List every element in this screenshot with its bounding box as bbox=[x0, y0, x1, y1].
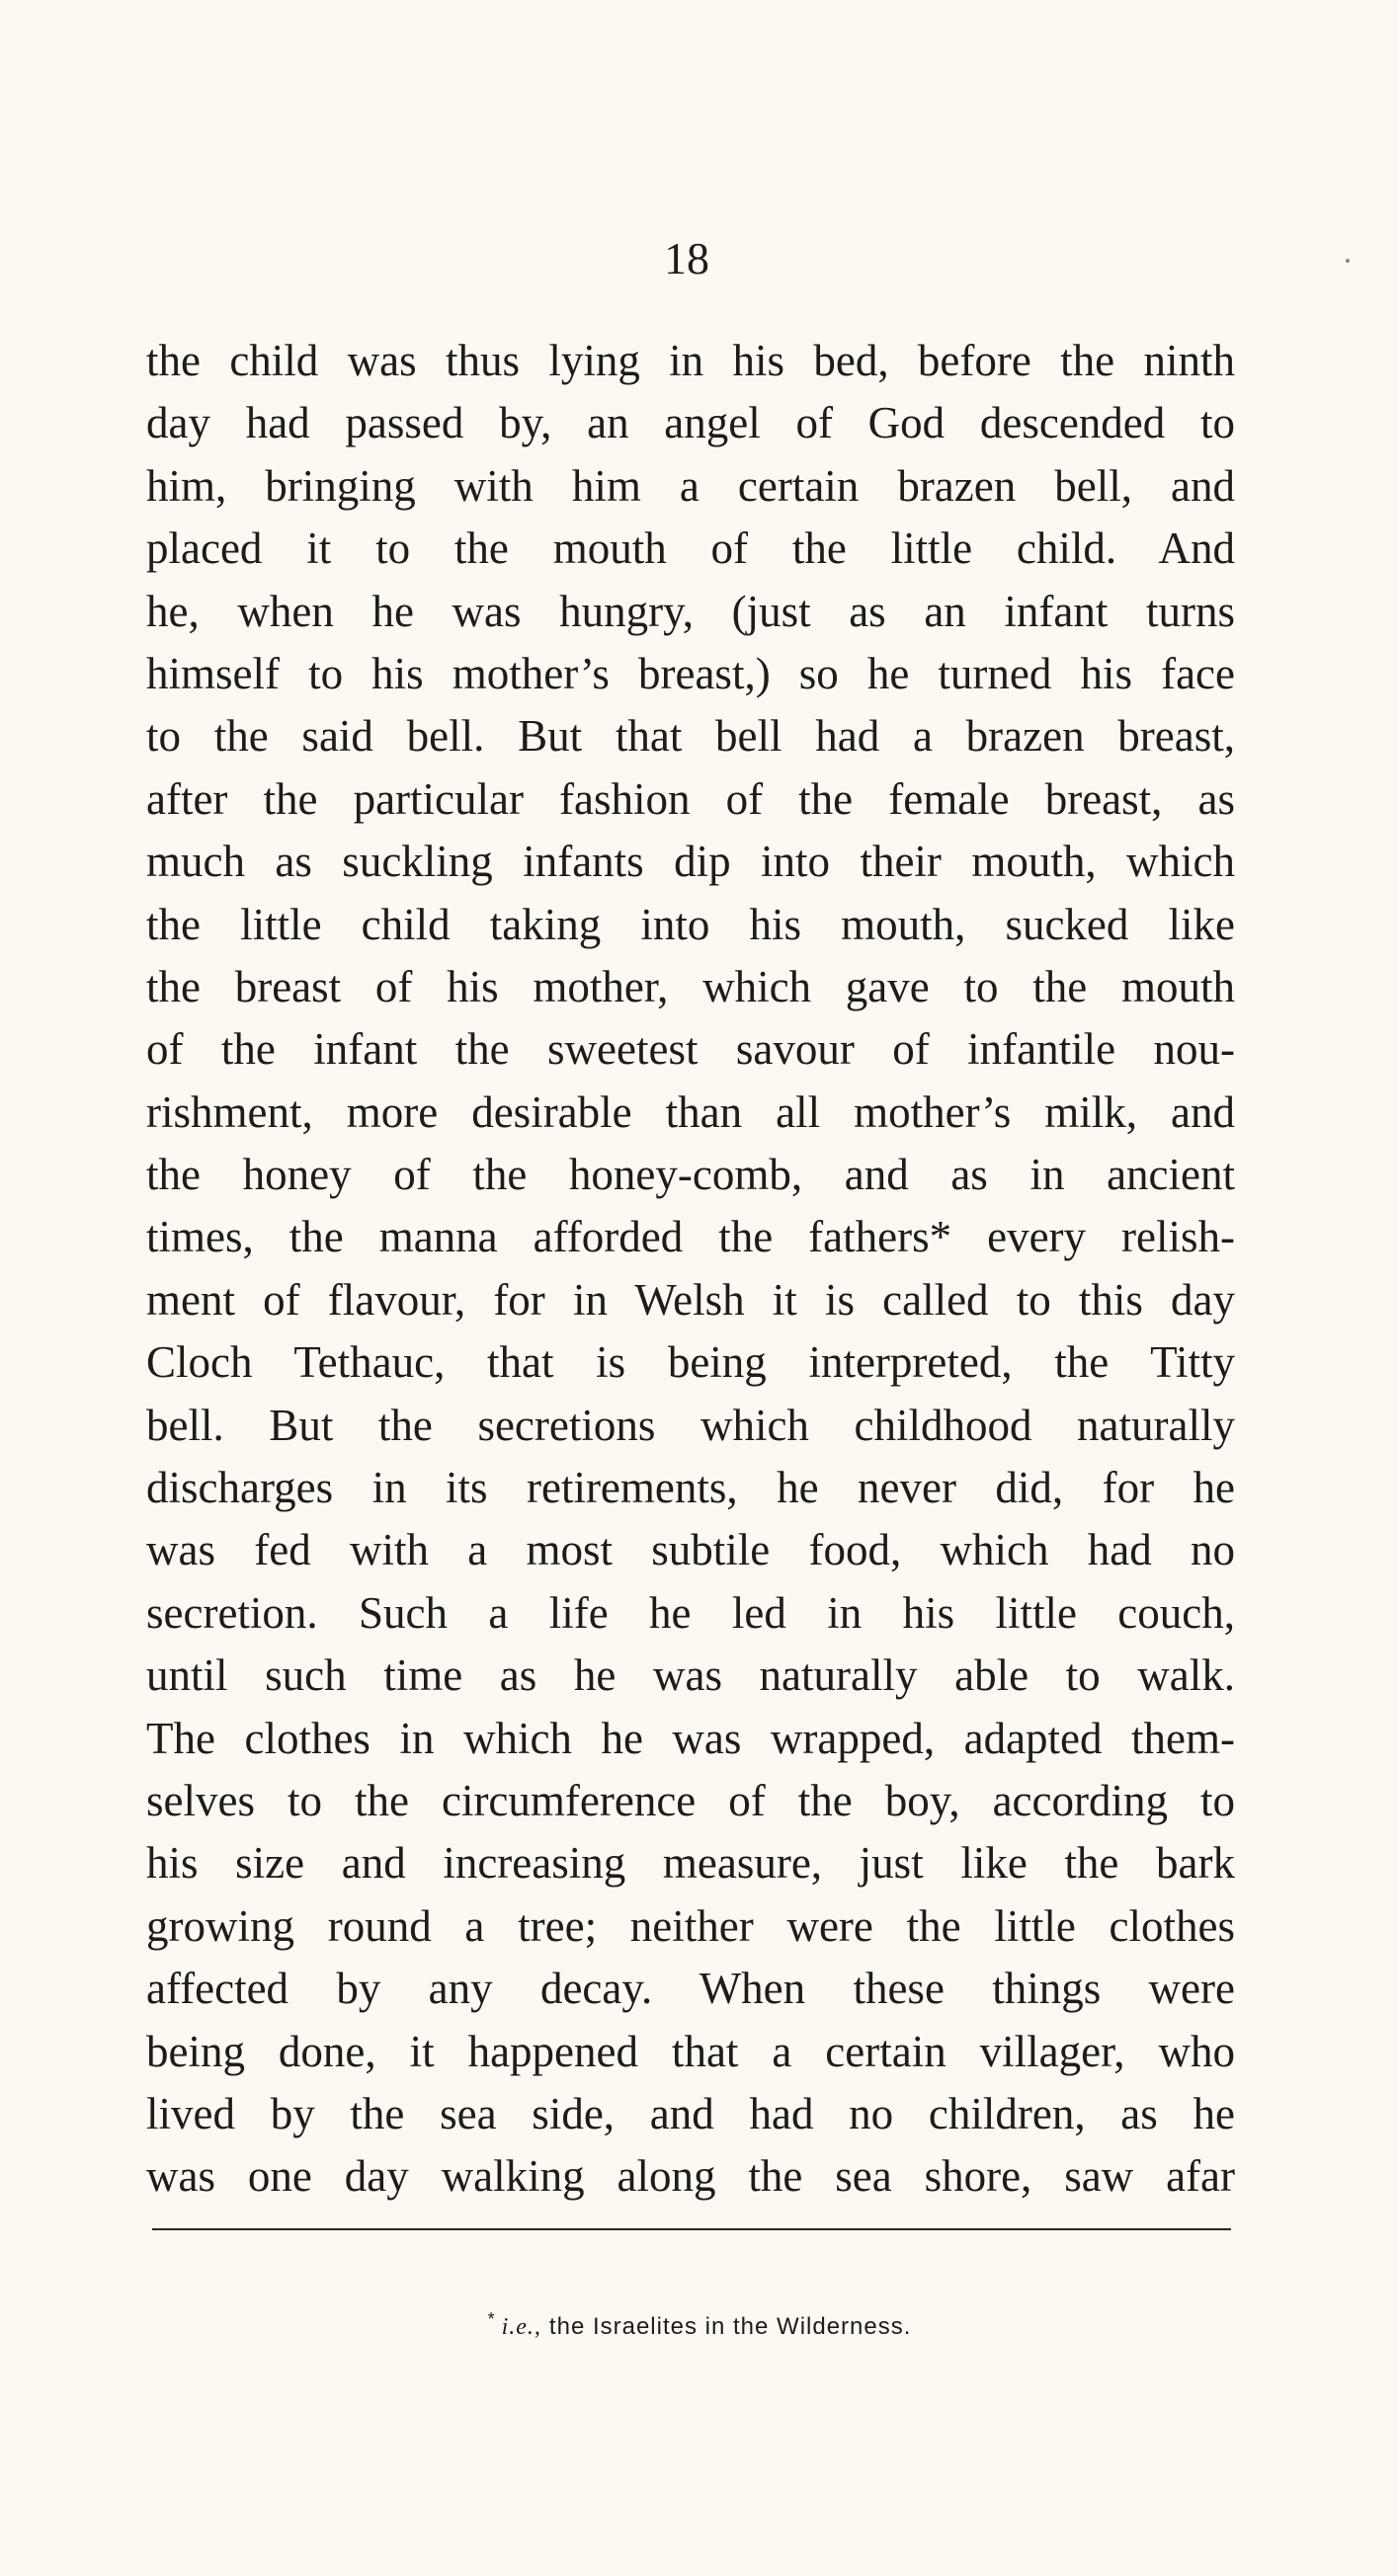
footnote-mark: * bbox=[487, 2309, 496, 2329]
text-line: ment of flavour, for in Welsh it is called to this day bbox=[146, 1274, 1235, 1325]
text-line: discharges in its retirements, he never did, for he bbox=[146, 1463, 1235, 1513]
text-line: times, the manna afforded the fathers* every relish- bbox=[146, 1212, 1235, 1262]
text-line: himself to his mother’s breast,) so he turned his face bbox=[146, 648, 1235, 698]
footnote-abbrev: i.e., bbox=[501, 2314, 541, 2340]
text-line: rishment, more desirable than all mother’s milk, and bbox=[146, 1087, 1235, 1137]
text-line: the child was thus lying in his bed, before the ninth bbox=[146, 336, 1235, 385]
page-number: 18 bbox=[664, 233, 709, 283]
text-line: his size and increasing measure, just like the bark bbox=[146, 1838, 1235, 1889]
text-line: him, bringing with him a certain brazen bell, and bbox=[146, 460, 1235, 511]
text-line: selves to the circumference of the boy, according to bbox=[146, 1775, 1235, 1825]
text-line: of the infant the sweetest savour of infantile nou- bbox=[146, 1024, 1235, 1075]
text-line: placed it to the mouth of the little child. And bbox=[146, 523, 1235, 574]
text-line: to the said bell. But that bell had a brazen breast, bbox=[146, 711, 1235, 762]
text-line: the honey of the honey-comb, and as in ancient bbox=[146, 1150, 1235, 1200]
text-line: was one day walking along the sea shore, saw afar bbox=[146, 2151, 1235, 2202]
text-line: was fed with a most subtile food, which had no bbox=[146, 1525, 1235, 1575]
text-line: the little child taking into his mouth, sucked like bbox=[146, 899, 1235, 949]
text-line: The clothes in which he was wrapped, adapted them- bbox=[146, 1713, 1235, 1763]
text-line: he, when he was hungry, (just as an infant turns bbox=[146, 586, 1235, 636]
text-line: Cloch Tethauc, that is being interpreted, the Titty bbox=[146, 1337, 1235, 1388]
text-line: being done, it happened that a certain villager, who bbox=[146, 2026, 1235, 2076]
text-line: the breast of his mother, which gave to the mouth bbox=[146, 961, 1235, 1011]
footnote bbox=[0, 2303, 1399, 2343]
footnote-text: the Israelites in the Wilderness. bbox=[548, 2313, 912, 2340]
text-line: growing round a tree; neither were the little clothes bbox=[146, 1900, 1235, 1951]
text-line: until such time as he was naturally able to walk. bbox=[146, 1650, 1235, 1701]
text-line: bell. But the secretions which childhood naturally bbox=[146, 1400, 1235, 1450]
text-line: secretion. Such a life he led in his little couch, bbox=[146, 1587, 1235, 1638]
text-line: after the particular fashion of the female breast, as bbox=[146, 773, 1235, 824]
text-line: lived by the sea side, and had no children, as he bbox=[146, 2088, 1235, 2138]
text-line: much as suckling infants dip into their mouth, which bbox=[146, 837, 1235, 887]
paper-speck bbox=[1346, 259, 1350, 263]
text-line: affected by any decay. When these things were bbox=[146, 1964, 1235, 2014]
text-line: day had passed by, an angel of God descended to bbox=[146, 398, 1235, 448]
body-text bbox=[146, 330, 1235, 2209]
footnote-rule bbox=[152, 2228, 1231, 2230]
